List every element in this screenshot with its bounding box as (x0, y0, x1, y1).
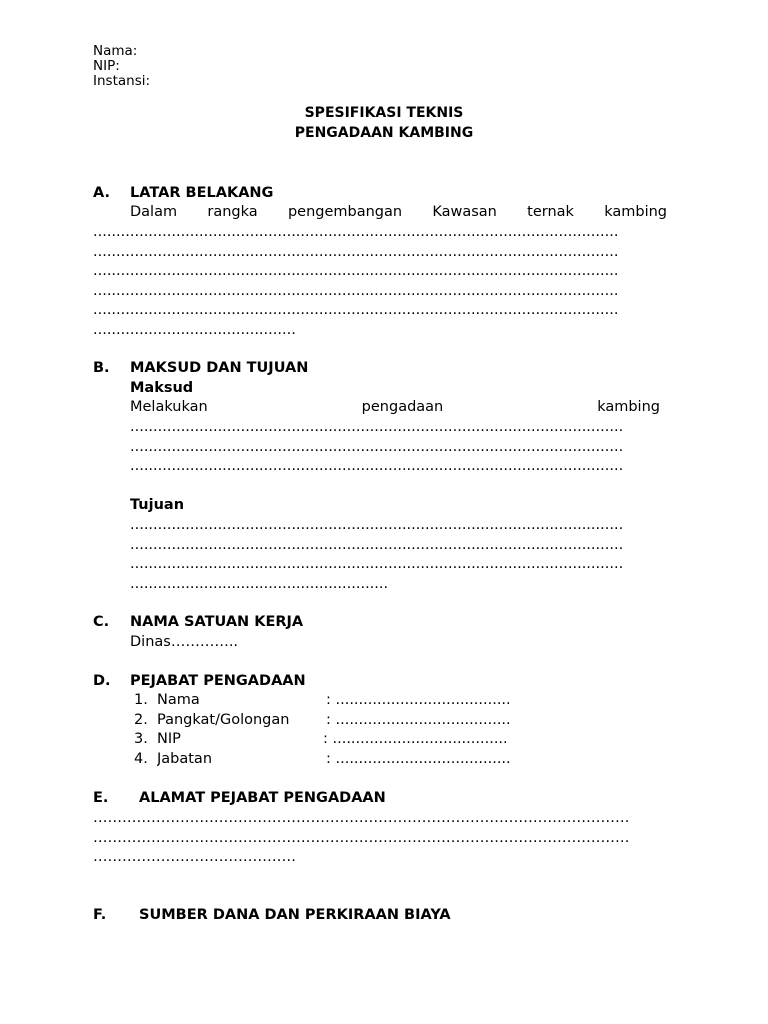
section-b-letter: B. (93, 360, 110, 376)
section-e-dotline: ………………………………………………………………………………………………… (93, 810, 630, 826)
section-c-letter: C. (93, 614, 110, 630)
list-label: Pangkat/Golongan (157, 712, 290, 728)
section-e-dotline-last: …………………………………… (93, 849, 296, 865)
list-value: : ...................................... (326, 751, 511, 767)
list-number: 1. (134, 692, 148, 708)
tujuan-dotline: ........................................................................................................... (130, 537, 624, 553)
tujuan-heading: Tujuan (130, 497, 185, 513)
section-a-dotline: .................................................................................................................. (93, 283, 619, 299)
section-a-first-line (130, 202, 667, 222)
section-a-heading: LATAR BELAKANG (130, 185, 274, 201)
section-a-dotline: .................................................................................................................. (93, 263, 619, 279)
list-label: Nama (157, 692, 200, 708)
section-a-word: ternak (527, 204, 574, 220)
maksud-first-line (130, 397, 660, 417)
section-e-heading: ALAMAT PEJABAT PENGADAAN (139, 790, 386, 806)
section-a-word: Dalam (130, 204, 178, 220)
section-b-heading: MAKSUD DAN TUJUAN (130, 360, 309, 376)
section-c-heading: NAMA SATUAN KERJA (130, 614, 304, 630)
maksud-word: pengadaan (361, 399, 444, 415)
list-number: 2. (134, 712, 148, 728)
list-value: : ...................................... (323, 731, 508, 747)
section-a-word: kambing (604, 204, 667, 220)
section-c-text: Dinas………….. (130, 634, 239, 650)
list-label: Jabatan (157, 751, 213, 767)
section-f-letter: F. (93, 907, 107, 923)
list-number: 4. (134, 751, 148, 767)
header-instansi: Instansi: (93, 73, 151, 89)
maksud-word: Melakukan (130, 399, 208, 415)
section-a-letter: A. (93, 185, 110, 201)
section-e-letter: E. (93, 790, 109, 806)
section-a-word: Kawasan (432, 204, 497, 220)
tujuan-dotline-last: ........................................................ (130, 576, 389, 592)
tujuan-dotline: ........................................................................................................... (130, 517, 624, 533)
header-nip: NIP: (93, 58, 120, 74)
section-a-dotline: .................................................................................................................. (93, 302, 619, 318)
list-value: : ...................................... (326, 712, 511, 728)
section-d-heading: PEJABAT PENGADAAN (130, 673, 306, 689)
section-a-word: rangka (207, 204, 258, 220)
maksud-dotline: ........................................................................................................... (130, 419, 624, 435)
section-d-letter: D. (93, 673, 111, 689)
section-a-dotline-last: ............................................ (93, 322, 296, 338)
maksud-dotline: ........................................................................................................... (130, 439, 624, 455)
document-title-line2: PENGADAAN KAMBING (294, 125, 474, 141)
document-title-line1: SPESIFIKASI TEKNIS (304, 105, 464, 121)
tujuan-dotline: ........................................................................................................... (130, 556, 624, 572)
section-a-word: pengembangan (287, 204, 403, 220)
list-label: NIP (157, 731, 181, 747)
list-number: 3. (134, 731, 148, 747)
section-a-dotline: .................................................................................................................. (93, 224, 619, 240)
maksud-word: kambing (597, 399, 660, 415)
header-nama: Nama: (93, 43, 138, 59)
section-f-heading: SUMBER DANA DAN PERKIRAAN BIAYA (139, 907, 451, 923)
maksud-dotline: ........................................................................................................... (130, 458, 624, 474)
section-a-dotline: .................................................................................................................. (93, 244, 619, 260)
section-e-dotline: ………………………………………………………………………………………………… (93, 830, 630, 846)
maksud-heading: Maksud (130, 380, 194, 396)
list-value: : ...................................... (326, 692, 511, 708)
